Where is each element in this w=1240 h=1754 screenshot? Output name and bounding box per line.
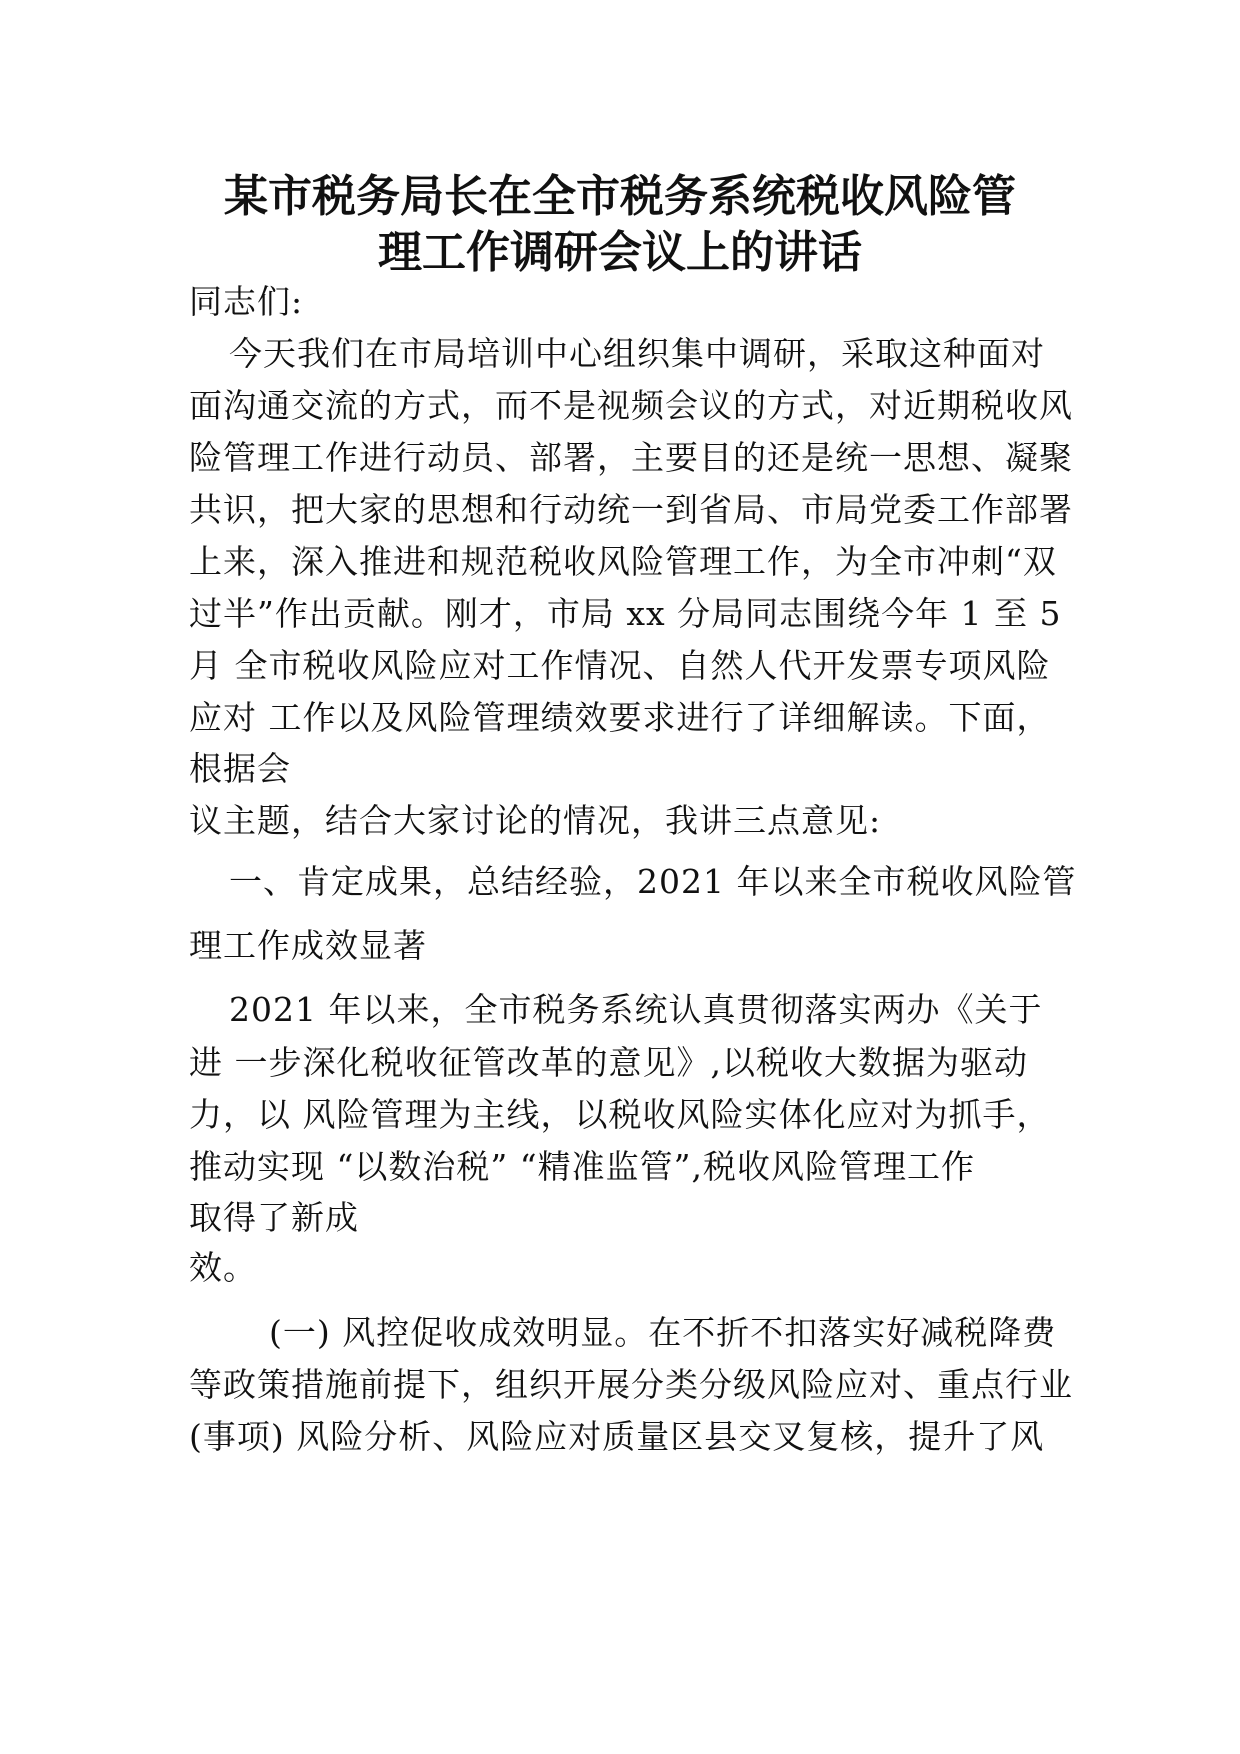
body-line: 过半”作出贡献。刚才，市局 xx 分局同志围绕今年 1 至 5	[189, 594, 1062, 633]
body-line: 取得了新成	[189, 1198, 359, 1237]
body-line: 今天我们在市局培训中心组织集中调研，采取这种面对	[229, 334, 1045, 373]
body-line: 2021 年以来，全市税务系统认真贯彻落实两办《关于	[229, 990, 1043, 1029]
body-line: 效。	[189, 1248, 257, 1287]
body-line: 根据会	[189, 749, 291, 788]
body-line: 上来，深入推进和规范税收风险管理工作，为全市冲刺“双	[189, 542, 1057, 581]
body-line: 力，以 风险管理为主线，以税收风险实体化应对为抓手，	[189, 1095, 1051, 1134]
section-heading-continued: 理工作成效显著	[189, 926, 427, 965]
section-heading: 一、肯定成果，总结经验，2021 年以来全市税收风险管	[229, 862, 1077, 901]
body-line: 议主题，结合大家讨论的情况，我讲三点意见:	[189, 801, 882, 840]
subsection-heading: (一) 风控促收成效明显。在不折不扣落实好减税降费	[269, 1313, 1057, 1352]
body-line: (事项) 风险分析、风险应对质量区县交叉复核，提升了风	[189, 1417, 1045, 1456]
document-title-line-2: 理工作调研会议上的讲话	[378, 227, 862, 278]
body-line: 险管理工作进行动员、部署，主要目的还是统一思想、凝聚	[189, 438, 1073, 477]
body-line: 月 全市税收风险应对工作情况、自然人代开发票专项风险	[189, 646, 1051, 685]
salutation: 同志们:	[189, 282, 304, 321]
body-line: 推动实现 “以数治税” “精准监管”,税收风险管理工作	[189, 1147, 975, 1186]
document-title-line-1: 某市税务局长在全市税务系统税收风险管	[224, 171, 1016, 222]
body-line: 面沟通交流的方式，而不是视频会议的方式，对近期税收风	[189, 386, 1073, 425]
body-line: 共识，把大家的思想和行动统一到省局、市局党委工作部署	[189, 490, 1073, 529]
body-line: 等政策措施前提下，组织开展分类分级风险应对、重点行业	[189, 1365, 1073, 1404]
body-line: 应对 工作以及风险管理绩效要求进行了详细解读。下面，	[189, 698, 1051, 737]
body-line: 进 一步深化税收征管改革的意见》,以税收大数据为驱动	[189, 1043, 1028, 1082]
